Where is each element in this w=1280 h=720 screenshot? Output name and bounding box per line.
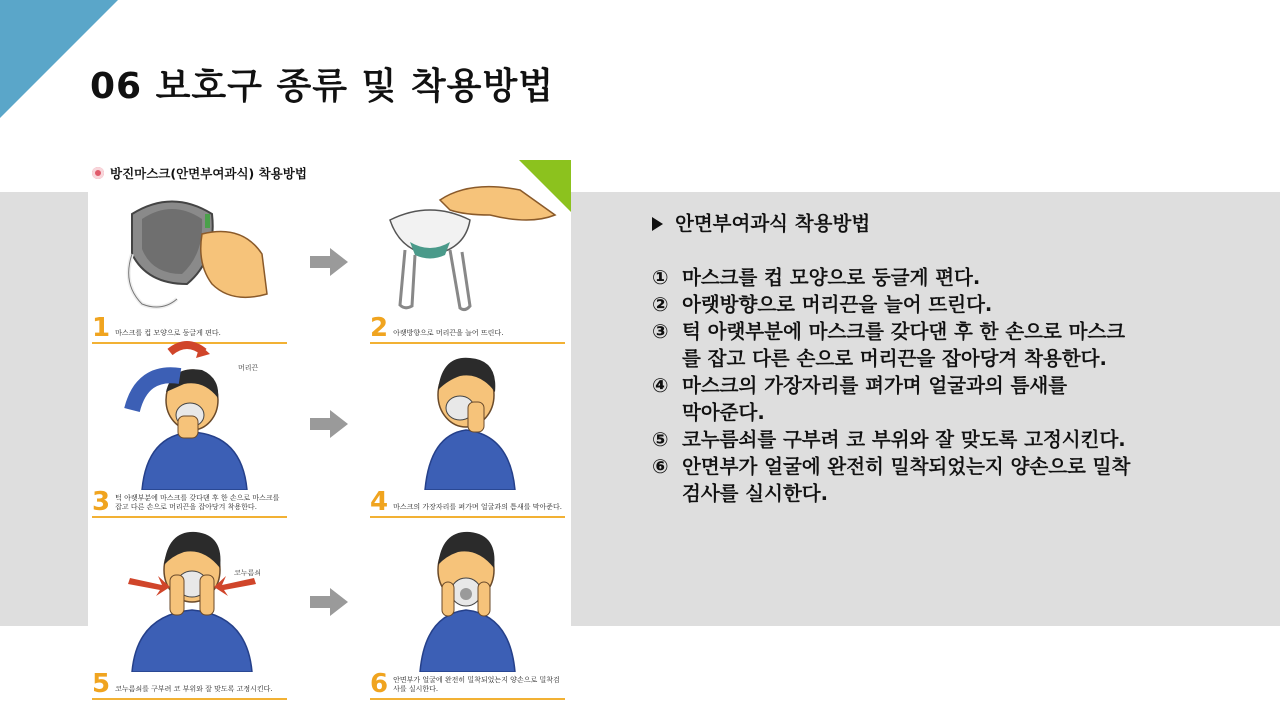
step-6-caption <box>370 669 565 700</box>
item-text: 턱 아랫부분에 마스크를 갖다댄 후 한 손으로 마스크 <box>682 320 1126 343</box>
step-number: 4 <box>370 487 389 517</box>
panel-heading-text: 안면부여과식 착용방법 <box>675 212 871 235</box>
step-number: 5 <box>92 669 111 699</box>
step-number: 1 <box>92 313 111 343</box>
step-6 <box>370 520 565 702</box>
item-text-continued: 검사를 실시한다. <box>682 482 829 505</box>
item-marker: ② <box>652 293 669 316</box>
step-text: 코누름쇠를 구부려 코 부위와 잘 맞도록 고정시킨다. <box>115 685 273 693</box>
item-marker: ⑤ <box>652 428 669 451</box>
item-marker: ① <box>652 266 669 289</box>
list-item <box>652 372 1262 426</box>
arrow-right-icon <box>310 248 348 276</box>
item-text: 마스크의 가장자리를 펴가며 얼굴과의 틈새를 <box>682 374 1068 397</box>
item-text-continued: 를 잡고 다른 손으로 머리끈을 잡아당겨 착용한다. <box>682 347 1107 370</box>
step-4 <box>370 340 565 520</box>
step-text: 아랫방향으로 머리끈을 늘어 뜨린다. <box>393 329 504 337</box>
strap-callout: 머리끈 <box>238 364 259 372</box>
item-marker: ③ <box>652 320 669 343</box>
instruction-panel <box>652 210 1262 507</box>
item-text: 안면부가 얼굴에 완전히 밀착되었는지 양손으로 밀착 <box>682 455 1131 478</box>
step-text: 마스크를 컵 모양으로 둥글게 편다. <box>115 329 221 337</box>
mask-hanging-illustration <box>370 180 565 315</box>
sheet-header-text: 방진마스크(안면부여과식) 착용방법 <box>110 166 307 181</box>
sheet-header <box>92 164 307 182</box>
arrow-right-icon <box>310 588 348 616</box>
item-text-continued: 막아준다. <box>682 401 765 424</box>
list-item <box>652 318 1262 372</box>
mask-open-illustration <box>92 184 287 314</box>
item-text: 마스크를 컵 모양으로 둥글게 편다. <box>682 266 981 289</box>
step-4-caption <box>370 487 565 518</box>
step-3-caption <box>92 487 287 518</box>
step-text: 턱 아랫부분에 마스크를 갖다댄 후 한 손으로 마스크를 잡고 다른 손으로 머리끈을 잡아당겨 착용한다. <box>115 494 280 511</box>
person-sealing-mask-illustration <box>370 340 565 490</box>
item-marker: ⑥ <box>652 455 669 478</box>
item-text: 아랫방향으로 머리끈을 늘어 뜨린다. <box>682 293 993 316</box>
step-5 <box>92 520 287 702</box>
list-item <box>652 264 1262 291</box>
arrow-right-icon <box>310 410 348 438</box>
step-number: 3 <box>92 487 111 517</box>
person-pressing-nose-clip-illustration <box>92 520 287 672</box>
step-text: 마스크의 가장자리를 펴가며 얼굴과의 틈새를 막아준다. <box>393 503 562 511</box>
list-item <box>652 291 1262 318</box>
list-item <box>652 426 1262 453</box>
step-1 <box>92 184 287 344</box>
step-number: 6 <box>370 669 389 699</box>
item-text: 코누름쇠를 구부려 코 부위와 잘 맞도록 고정시킨다. <box>682 428 1126 451</box>
nose-clip-callout: 코누름쇠 <box>234 569 262 577</box>
person-seal-check-illustration <box>370 520 565 672</box>
instruction-sheet <box>88 160 571 705</box>
panel-heading <box>652 210 1262 237</box>
slide-title: 06 보호구 종류 및 착용방법 <box>90 66 554 107</box>
triangle-bullet-icon <box>652 217 663 231</box>
step-number: 2 <box>370 313 389 343</box>
item-marker: ④ <box>652 374 669 397</box>
step-5-caption <box>92 669 287 700</box>
header-bullet-icon <box>92 167 104 179</box>
list-item <box>652 453 1262 507</box>
step-2 <box>370 180 565 345</box>
step-text: 안면부가 얼굴에 완전히 밀착되었는지 양손으로 밀착검사를 실시한다. <box>393 676 560 693</box>
